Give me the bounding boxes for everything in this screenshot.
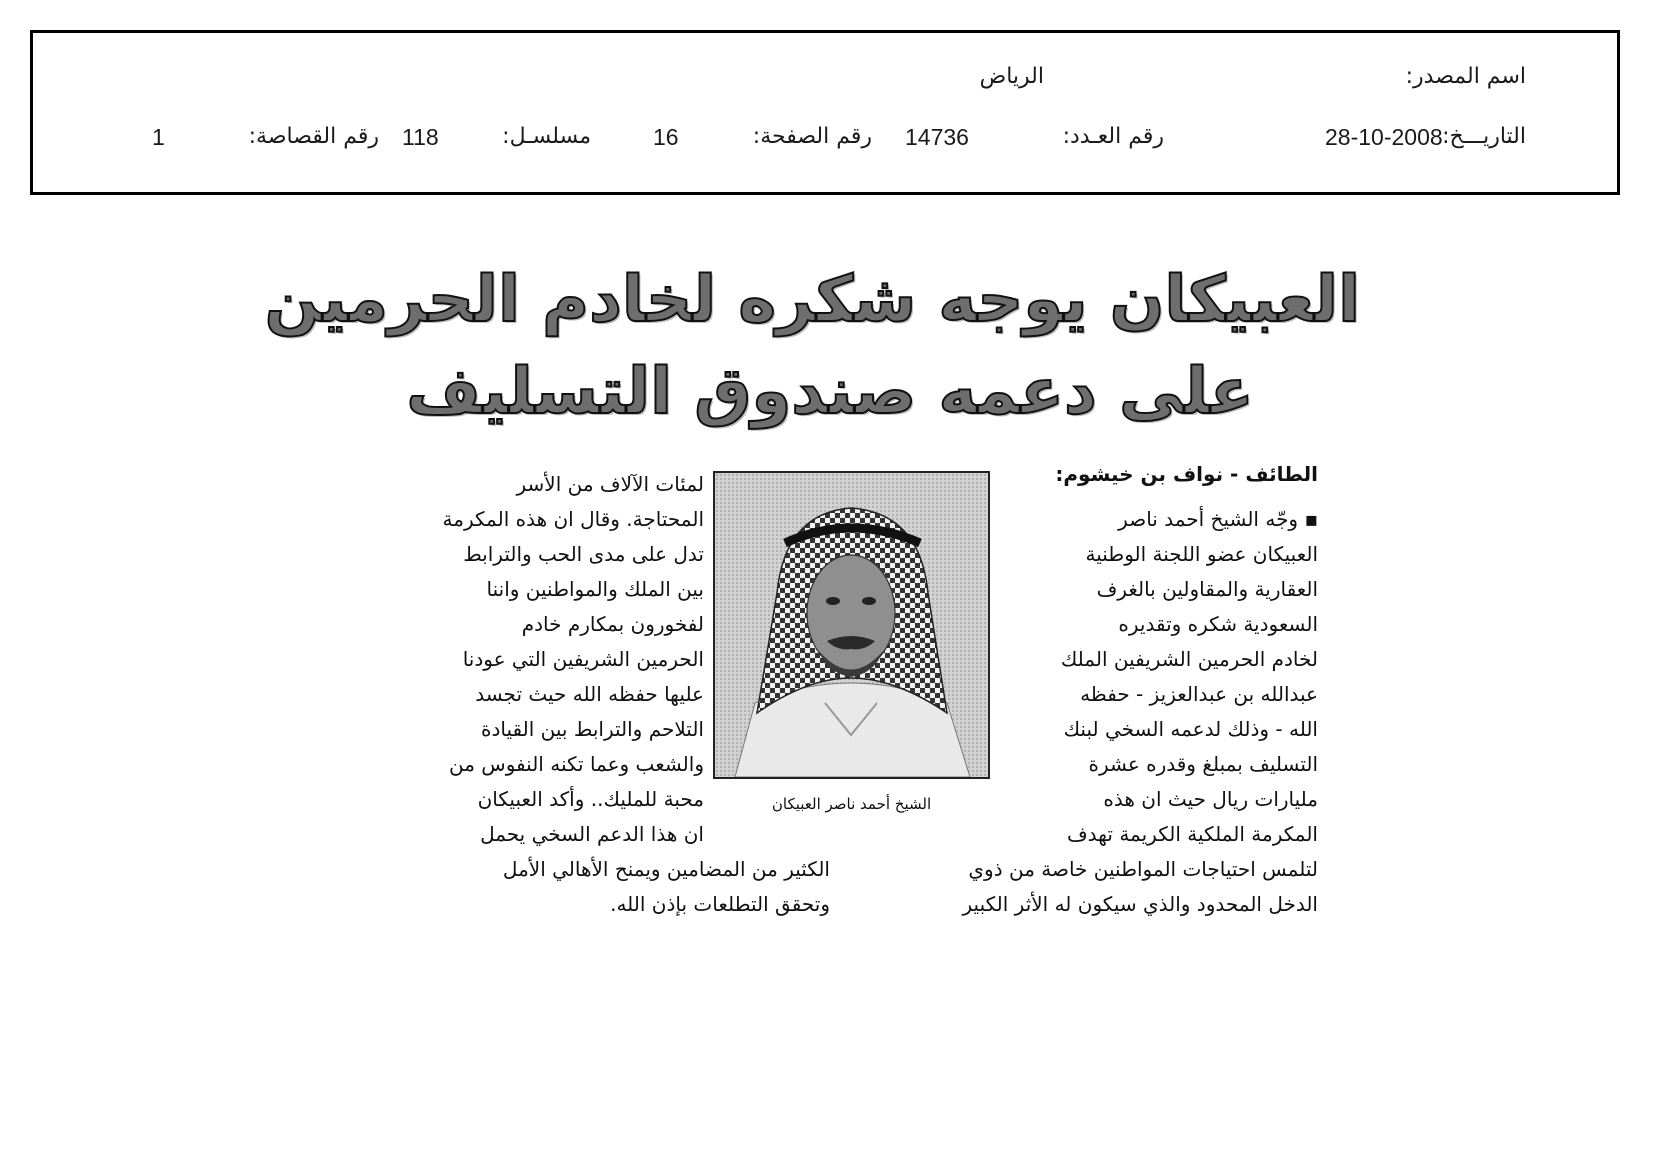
article-line: المحتاجة. وقال ان هذه المكرمة [442,507,704,531]
headline-line-2: على دعمه صندوق التسليف [406,355,1254,429]
article-line: عبدالله بن عبدالعزيز - حفظه [1080,682,1318,706]
article-line: وتحقق التطلعات بإذن الله. [610,892,830,916]
issue-value: 14736 [905,124,969,150]
article-line: بين الملك والمواطنين واننا [486,577,704,601]
serial-value: 118 [402,124,439,150]
article-line: والشعب وعما تكنه النفوس من [449,752,704,776]
portrait-image [715,473,988,777]
article-line: الدخل المحدود والذي سيكون له الأثر الكبير [962,892,1318,916]
article-line: الحرمين الشريفين التي عودنا [462,647,704,671]
source-label: اسم المصدر: [1405,64,1526,89]
article-line: السعودية شكره وتقديره [1118,612,1318,636]
source-value: الرياض [979,64,1044,89]
portrait-photo [713,471,990,779]
article-line: لفخورون بمكارم خادم [521,612,704,636]
source-info-box [30,30,1620,195]
article-line: التلاحم والترابط بين القيادة [481,717,704,741]
article-line: العقارية والمقاولين بالغرف [1096,577,1318,601]
article-line: الكثير من المضامين ويمنح الأهالي الأمل [502,857,830,881]
issue-label: رقم العـدد: [1062,124,1164,149]
article-line: مليارات ريال حيث ان هذه [1103,787,1318,811]
article-line: الله - وذلك لدعمه السخي لبنك [1063,717,1318,741]
headline-line-1: العبيكان يوجه شكره لخادم الحرمين [264,263,1360,337]
article-line: عليها حفظه الله حيث تجسد [475,682,704,706]
clipping-value: 1 [152,124,165,150]
page-value: 16 [653,124,679,150]
article-line: ▪ وجّه الشيخ أحمد ناصر [1118,507,1318,531]
serial-label: مسلسـل: [502,124,591,149]
article-line: العبيكان عضو اللجنة الوطنية [1085,542,1318,566]
article-line: لخادم الحرمين الشريفين الملك [1060,647,1318,671]
clipping-label: رقم القصاصة: [248,124,379,149]
photo-caption: الشيخ أحمد ناصر العبيكان [771,795,932,813]
page-label: رقم الصفحة: [752,124,872,149]
article-line: المكرمة الملكية الكريمة تهدف [1066,822,1318,846]
article-line: لتلمس احتياجات المواطنين خاصة من ذوي [968,857,1318,881]
article-line: محبة للمليك.. وأكد العبيكان [477,787,704,811]
article-line: تدل على مدى الحب والترابط [463,542,704,566]
date-label: التاريـــخ: [1442,124,1526,149]
article-line: ان هذا الدعم السخي يحمل [480,822,704,846]
byline: الطائف - نواف بن خيشوم: [1055,462,1318,486]
date-value: 28-10-2008 [1325,124,1443,150]
article-line: التسليف بمبلغ وقدره عشرة [1088,752,1318,776]
article-line: لمئات الآلاف من الأسر [516,472,704,496]
